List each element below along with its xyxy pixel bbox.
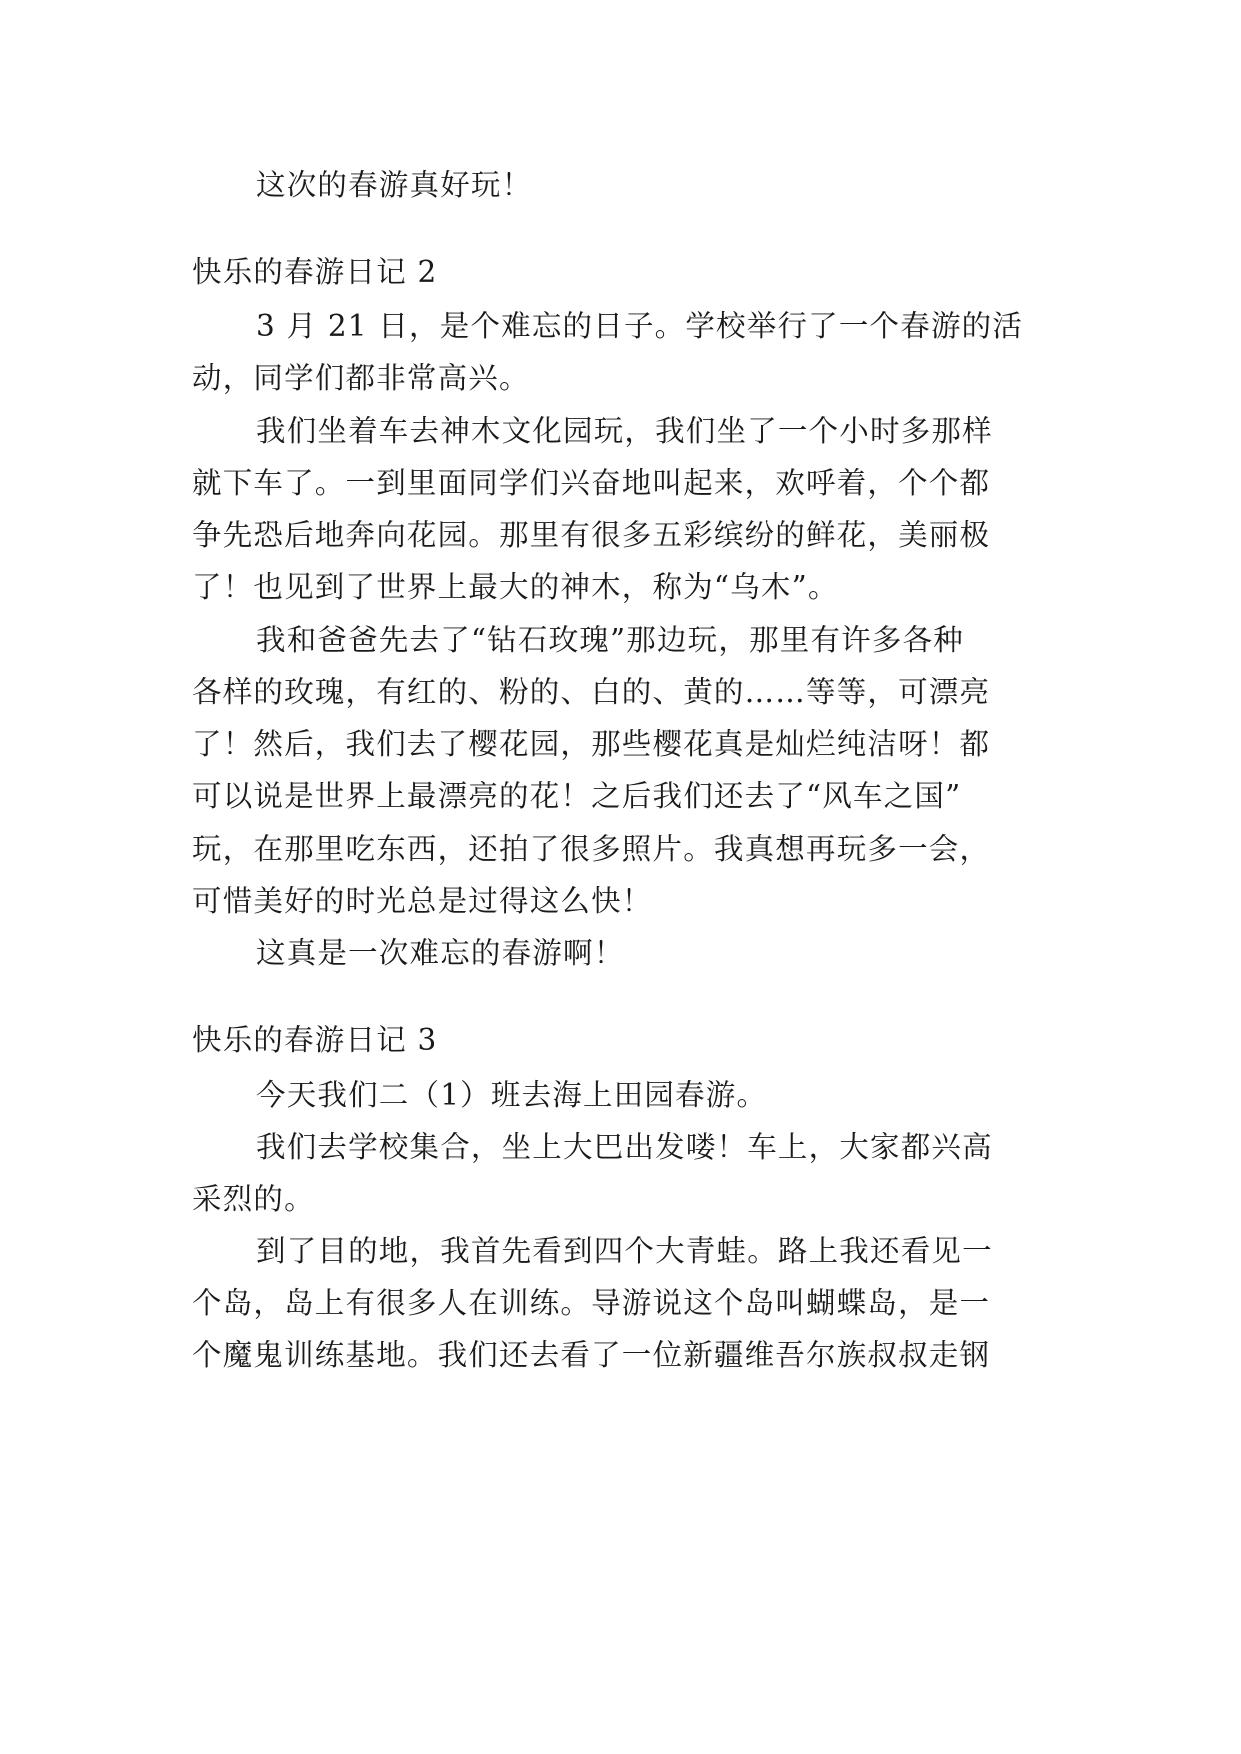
paragraph-line: 了！然后，我们去了樱花园，那些樱花真是灿烂纯洁呀！都	[192, 727, 991, 761]
paragraph-line: 争先恐后地奔向花园。那里有很多五彩缤纷的鲜花，美丽极	[192, 518, 991, 552]
paragraph-closing-line: 这次的春游真好玩！	[256, 168, 533, 202]
paragraph-line: 这真是一次难忘的春游啊！	[256, 936, 625, 970]
paragraph-line: 我们坐着车去神木文化园玩，我们坐了一个小时多那样	[256, 414, 993, 448]
section-title-diary-2: 快乐的春游日记 2	[192, 255, 438, 289]
paragraph-line: 到了目的地，我首先看到四个大青蛙。路上我还看见一	[256, 1234, 993, 1268]
paragraph-line: 可惜美好的时光总是过得这么快！	[192, 884, 653, 918]
paragraph-line: 今天我们二（1）班去海上田园春游。	[256, 1078, 768, 1112]
paragraph-line: 3 月 21 日，是个难忘的日子。学校举行了一个春游的活	[256, 309, 1024, 343]
section-title-diary-3: 快乐的春游日记 3	[192, 1023, 438, 1057]
paragraph-line: 个岛，岛上有很多人在训练。导游说这个岛叫蝴蝶岛，是一	[192, 1286, 991, 1320]
paragraph-line: 动，同学们都非常高兴。	[192, 361, 530, 395]
paragraph-line: 玩，在那里吃东西，还拍了很多照片。我真想再玩多一会，	[192, 832, 991, 866]
paragraph-line: 采烈的。	[192, 1182, 315, 1216]
paragraph-line: 可以说是世界上最漂亮的花！之后我们还去了“风车之国”	[192, 779, 962, 813]
paragraph-line: 我们去学校集合，坐上大巴出发喽！车上，大家都兴高	[256, 1130, 993, 1164]
paragraph-line: 我和爸爸先去了“钻石玫瑰”那边玩，那里有许多各种	[256, 623, 964, 657]
paragraph-line: 就下车了。一到里面同学们兴奋地叫起来，欢呼着，个个都	[192, 466, 991, 500]
paragraph-line: 各样的玫瑰，有红的、粉的、白的、黄的……等等，可漂亮	[192, 675, 991, 709]
paragraph-line: 了！也见到了世界上最大的神木，称为“乌木”。	[192, 570, 839, 604]
paragraph-line: 个魔鬼训练基地。我们还去看了一位新疆维吾尔族叔叔走钢	[192, 1338, 991, 1372]
